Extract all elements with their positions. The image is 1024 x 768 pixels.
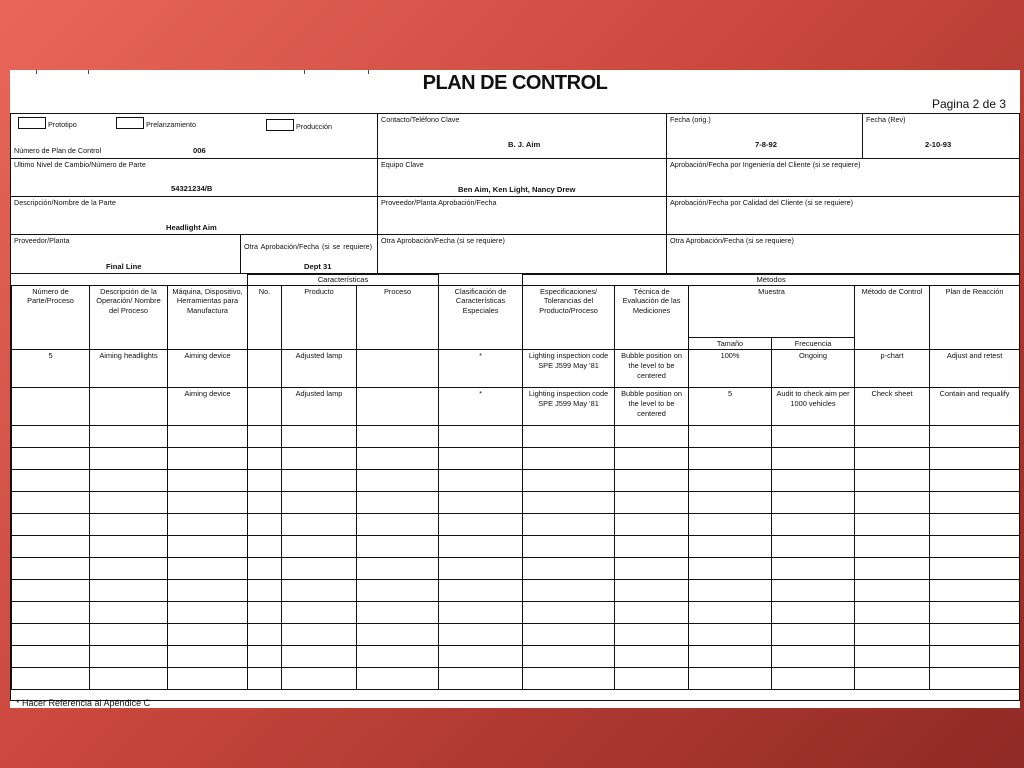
proveedor-label: Proveedor/Planta — [14, 236, 70, 245]
cell-producto: Adjusted lamp — [282, 350, 357, 388]
empty-row — [12, 580, 1020, 602]
cell-clasificacion: * — [439, 350, 523, 388]
cell-tecnica: Bubble position on the level to be centered — [615, 350, 689, 388]
table-body — [12, 350, 1020, 690]
proveedor-value: Final Line — [106, 262, 142, 271]
produccion-label: Producción — [296, 122, 332, 131]
equipo-cell — [378, 159, 667, 197]
cell-numero-parte — [12, 388, 90, 426]
col-descripcion-op: Descripción de la Operación/ Nombre del Proceso — [90, 285, 168, 350]
table-row — [12, 388, 1020, 426]
cell-frecuencia: Ongoing — [772, 350, 855, 388]
control-plan-sheet — [10, 70, 1020, 708]
numero-plan-label: Número de Plan de Control — [14, 146, 102, 155]
nivel-cambio-label: Ultimo Nivel de Cambio/Número de Parte — [14, 160, 146, 169]
otra-aprob-a-value: Dept 31 — [304, 262, 332, 271]
caracteristicas-group-header: Características — [248, 275, 439, 286]
empty-row — [12, 514, 1020, 536]
cell-tecnica: Bubble position on the level to be centered — [615, 388, 689, 426]
prelanzamiento-checkbox[interactable] — [116, 117, 144, 129]
prelanzamiento-label: Prelanzamiento — [146, 120, 196, 129]
col-metodo: Método de Control — [855, 285, 930, 350]
document-title: PLAN DE CONTROL — [422, 72, 608, 94]
empty-row — [12, 492, 1020, 514]
col-plan: Plan de Reacción — [930, 285, 1020, 350]
cell-maquina: Aiming device — [168, 388, 248, 426]
col-producto: Producto — [282, 285, 357, 350]
cell-especificaciones: Lighting inspection code SPE J599 May '81 — [523, 388, 615, 426]
numero-plan-value: 006 — [193, 146, 206, 155]
cell-tamano: 100% — [689, 350, 772, 388]
col-especificaciones: Especificaciones/ Tolerancias del Producto/Proceso — [523, 285, 615, 350]
empty-row — [12, 668, 1020, 690]
metodos-group-header: Métodos — [523, 275, 1020, 286]
empty-row — [12, 646, 1020, 668]
fecha-rev-value: 2-10-93 — [925, 140, 952, 149]
cell-clasificacion: * — [439, 388, 523, 426]
empty-row — [12, 536, 1020, 558]
cell-proceso — [357, 350, 439, 388]
cell-frecuencia: Audit to check aim per 1000 vehicles — [772, 388, 855, 426]
col-muestra: Muestra — [689, 285, 855, 337]
otra-aprob-b-cell — [378, 235, 667, 274]
contacto-label: Contacto/Teléfono Clave — [381, 115, 460, 124]
table-row — [12, 350, 1020, 388]
fecha-orig-label: Fecha (orig.) — [670, 115, 711, 124]
col-clasificacion: Clasificación de Características Especiales — [439, 285, 523, 350]
aprob-ing-cell — [667, 159, 1019, 197]
empty-row — [12, 624, 1020, 646]
cell-plan: Contain and requalify — [930, 388, 1020, 426]
descripcion-label: Descripción/Nombre de la Parte — [14, 198, 116, 207]
nivel-cambio-cell — [11, 159, 378, 197]
aprob-cal-cell — [667, 197, 1019, 235]
empty-row — [12, 470, 1020, 492]
contacto-cell — [378, 114, 667, 159]
plan-type-cell — [11, 114, 378, 159]
cell-plan: Adjust and retest — [930, 350, 1020, 388]
header-frame — [10, 113, 1020, 701]
col-numero-parte: Número de Parte/Proceso — [12, 285, 90, 350]
page-number: Pagina 2 de 3 — [931, 97, 1006, 111]
cell-especificaciones: Lighting inspection code SPE J599 May '81 — [523, 350, 615, 388]
cell-metodo: Check sheet — [855, 388, 930, 426]
prototipo-label: Prototipo — [48, 120, 77, 129]
equipo-label: Equipo Clave — [381, 160, 424, 169]
empty-row — [12, 448, 1020, 470]
empty-row — [12, 558, 1020, 580]
col-proceso: Proceso — [357, 285, 439, 350]
cell-metodo: p-chart — [855, 350, 930, 388]
prov-aprob-cell — [378, 197, 667, 235]
prototipo-checkbox[interactable] — [18, 117, 46, 129]
aprob-cal-label: Aprobación/Fecha por Calidad del Cliente (si se requiere) — [670, 198, 853, 207]
aprob-ing-label: Aprobación/Fecha por Ingeniería del Cliente (si se requiere) — [670, 160, 861, 169]
col-tamano: Tamaño — [689, 337, 772, 350]
otra-aprob-a-label: Otra Aprobación/Fecha (si se requiere) — [244, 242, 372, 251]
col-maquina: Máquina, Dispositivo, Herramientas para Manufactura — [168, 285, 248, 350]
fecha-rev-cell — [863, 114, 1019, 159]
fecha-rev-label: Fecha (Rev) — [866, 115, 906, 124]
cell-no — [248, 350, 282, 388]
cell-maquina: Aiming device — [168, 350, 248, 388]
col-frecuencia: Frecuencia — [772, 337, 855, 350]
descripcion-value: Headlight Aim — [166, 223, 217, 232]
cell-no — [248, 388, 282, 426]
col-tecnica: Técnica de Evaluación de las Mediciones — [615, 285, 689, 350]
fecha-orig-cell — [667, 114, 863, 159]
otra-aprob-b-label: Otra Aprobación/Fecha (si se requiere) — [381, 236, 505, 245]
control-plan-table — [11, 274, 1020, 690]
cell-descripcion-op: Aiming headlights — [90, 350, 168, 388]
descripcion-cell — [11, 197, 378, 235]
otra-aprob-c-label: Otra Aprobación/Fecha (si se requiere) — [670, 236, 794, 245]
empty-row — [12, 602, 1020, 624]
prov-aprob-label: Proveedor/Planta Aprobación/Fecha — [381, 198, 497, 207]
col-no: No. — [248, 285, 282, 350]
contacto-value: B. J. Aim — [508, 140, 541, 149]
fecha-orig-value: 7-8-92 — [755, 140, 777, 149]
cell-tamano: 5 — [689, 388, 772, 426]
cell-numero-parte: 5 — [12, 350, 90, 388]
otra-aprob-c-cell — [667, 235, 1019, 274]
cell-descripcion-op — [90, 388, 168, 426]
proveedor-cell — [11, 235, 241, 274]
cell-proceso — [357, 388, 439, 426]
produccion-checkbox[interactable] — [266, 119, 294, 131]
equipo-value: Ben Aim, Ken Light, Nancy Drew — [458, 185, 576, 194]
footnote: * Hacer Referencia al Apéndice C — [16, 698, 151, 708]
nivel-cambio-value: 54321234/B — [171, 184, 213, 193]
cell-producto: Adjusted lamp — [282, 388, 357, 426]
otra-aprob-a-cell — [241, 235, 378, 274]
empty-row — [12, 426, 1020, 448]
